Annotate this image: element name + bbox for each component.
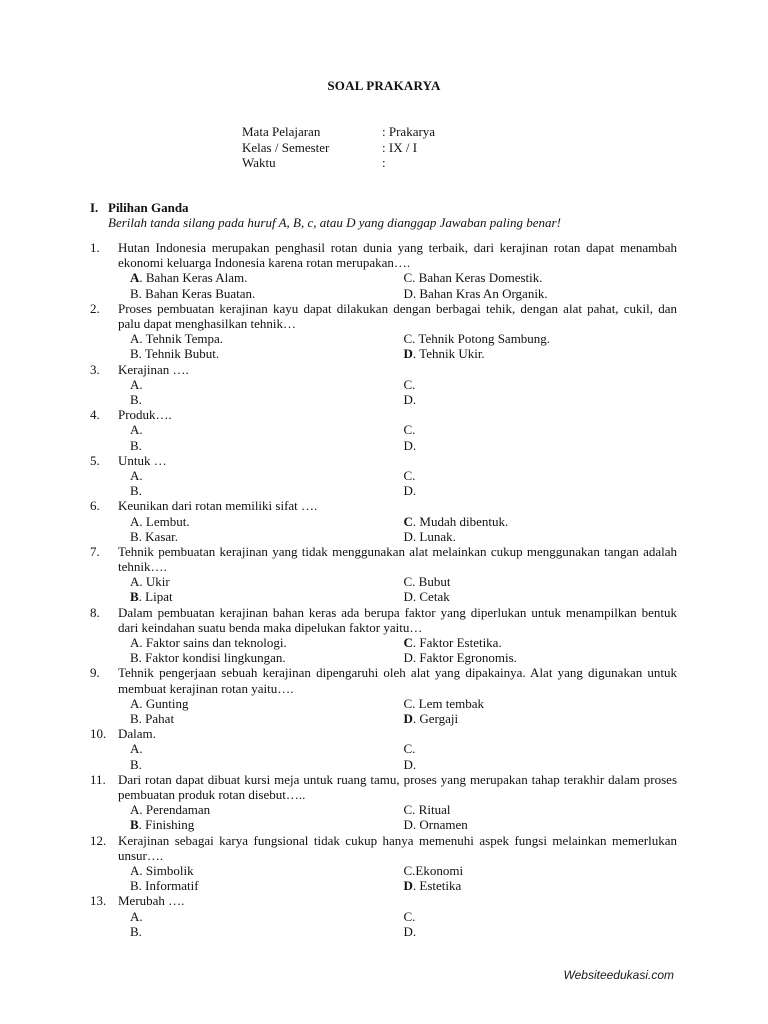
answer-option[interactable] bbox=[404, 483, 678, 498]
question-item bbox=[90, 893, 677, 939]
option-text: .Ekonomi bbox=[412, 862, 464, 878]
info-value: : Prakarya bbox=[382, 124, 436, 139]
option-text: . Pahat bbox=[138, 711, 175, 727]
info-row bbox=[242, 124, 435, 140]
question-list bbox=[90, 240, 677, 939]
option-text: . Bubut bbox=[412, 574, 451, 590]
option-text: . bbox=[412, 391, 417, 407]
option-text: . Lipat bbox=[138, 589, 173, 605]
question-text: Tehnik pengerjaan sebuah kerajinan dipengaruhi oleh alat yang dipakainya. Alat yang digunakan untuk membuat kerajinan rotan yaitu…. bbox=[118, 665, 677, 696]
option-row bbox=[130, 514, 677, 529]
answer-options bbox=[130, 696, 677, 726]
option-row bbox=[130, 529, 677, 544]
question-number: 1. bbox=[90, 240, 100, 255]
info-label: Waktu bbox=[242, 155, 276, 170]
option-letter: C bbox=[403, 331, 413, 347]
question-item bbox=[90, 772, 677, 833]
option-letter: C bbox=[403, 635, 413, 651]
answer-options bbox=[130, 909, 677, 939]
info-value: : IX / I bbox=[382, 139, 418, 155]
option-text: . Lem tembak bbox=[412, 695, 485, 711]
option-row bbox=[130, 757, 677, 772]
question-item bbox=[90, 726, 677, 772]
option-letter: A bbox=[130, 695, 140, 711]
option-text: . Tehnik Tempa. bbox=[139, 331, 224, 347]
answer-option[interactable] bbox=[404, 468, 678, 483]
answer-option[interactable] bbox=[130, 438, 404, 453]
question-number: 5. bbox=[90, 452, 100, 468]
answer-option[interactable] bbox=[130, 817, 404, 832]
answer-option[interactable] bbox=[130, 650, 404, 665]
option-text: . bbox=[412, 483, 417, 499]
answer-option[interactable] bbox=[404, 346, 678, 361]
option-letter: D bbox=[403, 589, 413, 605]
option-text: . bbox=[138, 391, 142, 407]
question-number: 13. bbox=[90, 893, 107, 909]
option-text: . Faktor Estetika. bbox=[412, 635, 502, 651]
option-letter: B bbox=[130, 923, 139, 939]
question-text: Keunikan dari rotan memiliki sifat …. bbox=[118, 498, 318, 514]
question-item bbox=[90, 407, 677, 453]
section-heading bbox=[90, 200, 189, 216]
answer-options bbox=[130, 741, 677, 771]
answer-option[interactable] bbox=[130, 422, 404, 437]
option-text: . bbox=[412, 741, 416, 757]
option-letter: D bbox=[403, 650, 413, 666]
answer-option[interactable] bbox=[130, 514, 404, 529]
option-text: . Ukir bbox=[139, 574, 170, 590]
question-item bbox=[90, 453, 677, 499]
answer-option[interactable] bbox=[130, 741, 404, 756]
option-letter: C bbox=[403, 741, 413, 757]
option-letter: A bbox=[130, 467, 140, 483]
answer-option[interactable] bbox=[404, 802, 678, 817]
question-text: Kerajinan …. bbox=[118, 361, 189, 377]
answer-option[interactable] bbox=[130, 270, 404, 285]
answer-option[interactable] bbox=[130, 468, 404, 483]
option-text: . Tehnik Potong Sambung. bbox=[412, 331, 551, 347]
question-item bbox=[90, 362, 677, 408]
answer-option[interactable] bbox=[404, 924, 678, 939]
answer-option[interactable] bbox=[404, 286, 678, 301]
option-row bbox=[130, 650, 677, 665]
answer-option[interactable] bbox=[130, 392, 404, 407]
question-item bbox=[90, 833, 677, 894]
option-text: . Gergaji bbox=[412, 711, 459, 727]
info-row bbox=[242, 140, 435, 156]
option-letter: A bbox=[130, 376, 140, 392]
option-text: . bbox=[138, 483, 142, 499]
option-letter: C bbox=[403, 908, 413, 924]
question-number: 8. bbox=[90, 604, 100, 620]
question-number: 3. bbox=[90, 361, 100, 377]
option-text: . Gunting bbox=[139, 695, 189, 711]
option-letter: A bbox=[130, 331, 140, 347]
question-number: 2. bbox=[90, 300, 100, 316]
question-number: 12. bbox=[90, 832, 107, 848]
option-row bbox=[130, 817, 677, 832]
option-row bbox=[130, 468, 677, 483]
option-text: . Lunak. bbox=[412, 528, 456, 544]
option-row bbox=[130, 863, 677, 878]
option-letter: A bbox=[130, 908, 140, 924]
option-letter: A bbox=[130, 574, 140, 590]
option-text: . bbox=[412, 908, 416, 924]
question-item bbox=[90, 240, 677, 301]
option-text: . Faktor sains dan teknologi. bbox=[139, 635, 287, 651]
answer-options bbox=[130, 863, 677, 893]
option-text: . bbox=[412, 923, 417, 939]
option-letter: D bbox=[403, 346, 413, 362]
option-letter: D bbox=[403, 817, 413, 833]
option-text: . Faktor kondisi lingkungan. bbox=[138, 650, 286, 666]
info-value: : bbox=[382, 155, 386, 170]
option-row bbox=[130, 331, 677, 346]
option-text: . bbox=[412, 376, 416, 392]
answer-option[interactable] bbox=[404, 331, 678, 346]
option-text: . Ornamen bbox=[412, 817, 468, 833]
option-letter: A bbox=[130, 802, 140, 818]
option-letter: A bbox=[130, 635, 140, 651]
option-letter: C bbox=[403, 574, 413, 590]
option-row bbox=[130, 635, 677, 650]
answer-option[interactable] bbox=[404, 589, 678, 604]
answer-option[interactable] bbox=[130, 924, 404, 939]
answer-option[interactable] bbox=[130, 878, 404, 893]
answer-options bbox=[130, 574, 677, 604]
answer-option[interactable] bbox=[130, 696, 404, 711]
option-row bbox=[130, 422, 677, 437]
option-text: . bbox=[139, 467, 143, 483]
option-letter: B bbox=[130, 346, 139, 362]
option-row bbox=[130, 741, 677, 756]
answer-options bbox=[130, 331, 677, 361]
option-text: . bbox=[139, 422, 143, 438]
answer-option[interactable] bbox=[130, 574, 404, 589]
option-text: . Mudah dibentuk. bbox=[412, 513, 509, 529]
question-item bbox=[90, 665, 677, 726]
answer-option[interactable] bbox=[404, 392, 678, 407]
answer-option[interactable] bbox=[130, 286, 404, 301]
option-letter: C bbox=[403, 270, 413, 286]
option-letter: B bbox=[130, 391, 139, 407]
option-text: . bbox=[139, 376, 143, 392]
option-letter: D bbox=[403, 878, 413, 894]
question-text: Produk…. bbox=[118, 407, 172, 423]
option-row bbox=[130, 270, 677, 285]
answer-option[interactable] bbox=[404, 757, 678, 772]
answer-option[interactable] bbox=[130, 331, 404, 346]
option-row bbox=[130, 286, 677, 301]
option-row bbox=[130, 924, 677, 939]
option-letter: D bbox=[403, 756, 413, 772]
answer-option[interactable] bbox=[130, 377, 404, 392]
question-text: Merubah …. bbox=[118, 893, 185, 909]
option-row bbox=[130, 696, 677, 711]
option-letter: D bbox=[403, 483, 413, 499]
option-text: . bbox=[412, 422, 416, 438]
option-text: . bbox=[412, 467, 416, 483]
answer-option[interactable] bbox=[404, 817, 678, 832]
answer-option[interactable] bbox=[404, 909, 678, 924]
option-letter: B bbox=[130, 756, 139, 772]
question-item bbox=[90, 605, 677, 666]
option-letter: B bbox=[130, 589, 139, 605]
answer-option[interactable] bbox=[130, 589, 404, 604]
option-letter: B bbox=[130, 650, 139, 666]
answer-options bbox=[130, 270, 677, 300]
option-text: . Tehnik Ukir. bbox=[412, 346, 485, 362]
option-text: . bbox=[138, 756, 142, 772]
option-letter: B bbox=[130, 711, 139, 727]
option-text: . Ritual bbox=[412, 802, 451, 818]
option-letter: D bbox=[403, 528, 413, 544]
answer-option[interactable] bbox=[404, 863, 678, 878]
option-text: . Bahan Keras Alam. bbox=[139, 270, 248, 286]
subject-info bbox=[242, 124, 435, 171]
answer-option[interactable] bbox=[404, 529, 678, 544]
option-text: . Lembut. bbox=[139, 513, 190, 529]
option-text: . Bahan Keras Domestik. bbox=[412, 270, 543, 286]
answer-option[interactable] bbox=[130, 757, 404, 772]
answer-options bbox=[130, 802, 677, 832]
option-letter: D bbox=[403, 437, 413, 453]
answer-option[interactable] bbox=[130, 802, 404, 817]
option-letter: B bbox=[130, 483, 139, 499]
section-number: I. bbox=[90, 200, 99, 215]
answer-option[interactable] bbox=[130, 909, 404, 924]
option-letter: A bbox=[130, 741, 140, 757]
answer-options bbox=[130, 377, 677, 407]
question-item bbox=[90, 498, 677, 544]
question-item bbox=[90, 544, 677, 605]
option-row bbox=[130, 377, 677, 392]
answer-option[interactable] bbox=[404, 270, 678, 285]
option-letter: C bbox=[403, 513, 413, 529]
info-label: Mata Pelajaran bbox=[242, 124, 321, 139]
answer-option[interactable] bbox=[130, 863, 404, 878]
answer-option[interactable] bbox=[404, 422, 678, 437]
page-title: SOAL PRAKARYA bbox=[327, 78, 441, 93]
info-row bbox=[242, 155, 435, 171]
watermark-text: Websiteedukasi.com bbox=[563, 968, 674, 982]
answer-option[interactable] bbox=[130, 529, 404, 544]
question-text: Kerajinan sebagai karya fungsional tidak cukup hanya memenuhi aspek fungsi melainkan memerlukan unsur…. bbox=[118, 832, 677, 863]
option-letter: A bbox=[130, 862, 140, 878]
instruction-text: Berilah tanda silang pada huruf A, B, c, atau D yang dianggap Jawaban paling benar! bbox=[108, 215, 561, 230]
question-number: 10. bbox=[90, 726, 107, 742]
answer-option[interactable] bbox=[404, 514, 678, 529]
option-letter: D bbox=[403, 391, 413, 407]
question-text: Dalam. bbox=[118, 726, 156, 742]
answer-option[interactable] bbox=[404, 711, 678, 726]
answer-option[interactable] bbox=[404, 377, 678, 392]
answer-option[interactable] bbox=[130, 635, 404, 650]
answer-option[interactable] bbox=[404, 635, 678, 650]
option-text: . Faktor Egronomis. bbox=[412, 650, 517, 666]
option-row bbox=[130, 483, 677, 498]
question-text: Tehnik pembuatan kerajinan yang tidak menggunakan alat melainkan cukup menggunakan tangan adalah tehnik…. bbox=[118, 543, 677, 575]
option-row bbox=[130, 438, 677, 453]
option-text: . bbox=[139, 741, 143, 757]
answer-option[interactable] bbox=[404, 741, 678, 756]
option-text: . Perendaman bbox=[139, 802, 211, 818]
option-text: . Estetika bbox=[412, 878, 462, 894]
option-text: . Finishing bbox=[138, 817, 195, 833]
option-text: . Simbolik bbox=[139, 862, 194, 878]
answer-option[interactable] bbox=[404, 438, 678, 453]
question-item bbox=[90, 301, 677, 362]
option-letter: A bbox=[130, 422, 140, 438]
option-letter: A bbox=[130, 270, 140, 286]
option-text: . bbox=[412, 756, 417, 772]
question-text: Hutan Indonesia merupakan penghasil rotan dunia yang terbaik, dari kerajinan rotan dapat menambah ekonomi keluarga Indonesia karena rotan merupakan…. bbox=[118, 240, 677, 271]
section-title: Pilihan Ganda bbox=[108, 200, 189, 215]
option-text: . Cetak bbox=[412, 589, 450, 605]
answer-options bbox=[130, 468, 677, 498]
info-label: Kelas / Semester bbox=[242, 139, 330, 155]
option-letter: C bbox=[403, 376, 413, 392]
answer-option[interactable] bbox=[404, 696, 678, 711]
question-number: 6. bbox=[90, 498, 100, 514]
option-letter: C bbox=[403, 467, 413, 483]
option-row bbox=[130, 392, 677, 407]
option-text: . Tehnik Bubut. bbox=[138, 346, 220, 362]
option-text: . Bahan Keras Buatan. bbox=[138, 285, 256, 301]
option-letter: D bbox=[403, 711, 413, 727]
option-row bbox=[130, 878, 677, 893]
option-letter: A bbox=[130, 513, 140, 529]
answer-options bbox=[130, 635, 677, 665]
option-letter: C bbox=[403, 422, 413, 438]
option-text: . Informatif bbox=[138, 878, 199, 894]
option-letter: C bbox=[403, 695, 413, 711]
option-letter: C bbox=[403, 862, 413, 878]
question-number: 4. bbox=[90, 407, 100, 423]
answer-option[interactable] bbox=[404, 574, 678, 589]
option-text: . bbox=[138, 437, 142, 453]
option-letter: B bbox=[130, 817, 139, 833]
option-text: . bbox=[138, 923, 142, 939]
question-number: 11. bbox=[90, 771, 106, 787]
question-text: Proses pembuatan kerajinan kayu dapat dilakukan dengan berbagai tehik, dengan alat pahat, cukil, dan palu dapat menghasilkan tehnik… bbox=[118, 300, 677, 331]
option-row bbox=[130, 346, 677, 361]
answer-options bbox=[130, 422, 677, 452]
option-letter: B bbox=[130, 437, 139, 453]
option-letter: C bbox=[403, 802, 413, 818]
option-text: . Bahan Kras An Organik. bbox=[412, 285, 548, 301]
option-row bbox=[130, 802, 677, 817]
option-letter: B bbox=[130, 528, 139, 544]
option-text: . Kasar. bbox=[138, 528, 179, 544]
option-text: . bbox=[412, 437, 417, 453]
question-text: Dari rotan dapat dibuat kursi meja untuk ruang tamu, proses yang merupakan tahap terakhir dalam proses pembuatan produk rotan disebut….. bbox=[118, 771, 677, 802]
option-text: . bbox=[139, 908, 143, 924]
option-row bbox=[130, 589, 677, 604]
question-text: Untuk … bbox=[118, 452, 167, 468]
question-number: 9. bbox=[90, 665, 100, 681]
question-text: Dalam pembuatan kerajinan bahan keras ada berupa faktor yang diperlukan untuk menampilkan bentuk dari keindahan suatu benda maka dipelukan faktor yaitu… bbox=[118, 604, 677, 635]
answer-options bbox=[130, 514, 677, 544]
option-row bbox=[130, 711, 677, 726]
option-letter: B bbox=[130, 285, 139, 301]
answer-option[interactable] bbox=[404, 650, 678, 665]
option-row bbox=[130, 574, 677, 589]
option-letter: D bbox=[403, 285, 413, 301]
question-number: 7. bbox=[90, 543, 100, 559]
answer-option[interactable] bbox=[130, 711, 404, 726]
option-row bbox=[130, 909, 677, 924]
option-letter: D bbox=[403, 923, 413, 939]
answer-option[interactable] bbox=[130, 483, 404, 498]
answer-option[interactable] bbox=[404, 878, 678, 893]
option-letter: B bbox=[130, 878, 139, 894]
answer-option[interactable] bbox=[130, 346, 404, 361]
